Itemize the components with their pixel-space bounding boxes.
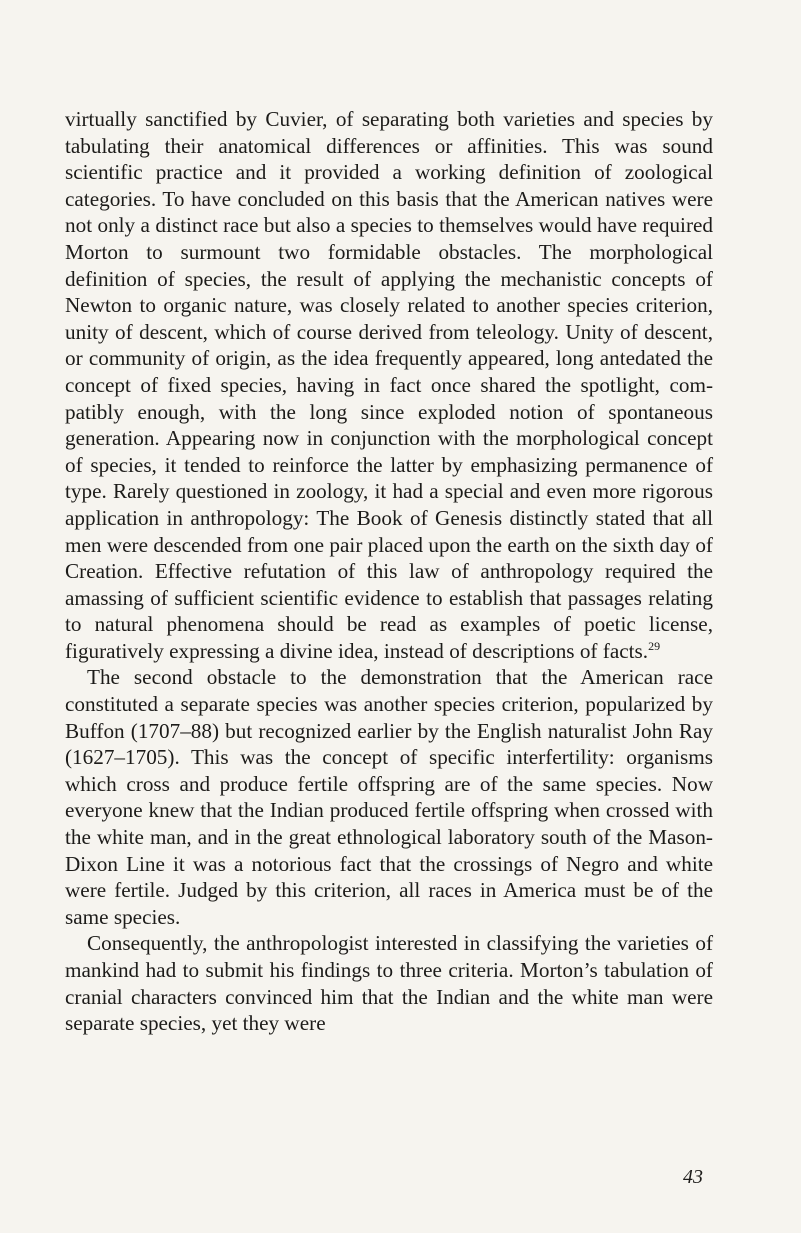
paragraph-2: The second obstacle to the demonstration that the American race constituted a separate species was another species criterion, popularized by Buffon (1707–88) but recognized earlier by the English naturalist John Ray (1627–1705). This was the concept of specific interfertility: organisms which cross and produce fertile offspring are of the same species. Now everyone knew that the Indian produced fertile offspring when crossed with the white man, and in the great ethnological laboratory south of the Mason-Dixon Line it was a notorious fact that the crossings of Negro and white were fertile. Judged by this criterion, all races in America must be of the same species. (65, 665, 713, 929)
paragraph-1 (65, 106, 713, 664)
paragraph-3: Consequently, the anthropologist interested in classifying the varieties of mankind had to submit his findings to three criteria. Morton’s tabulation of cranial characters convinced him that the Indian and the white man were separate species, yet they were (65, 931, 713, 1036)
footnote-ref-29: 29 (648, 638, 661, 653)
page-number: 43 (683, 1166, 703, 1188)
body-text (65, 106, 713, 1037)
paragraph-1-text: virtually sanctified by Cuvier, of separating both varieties and species by tabulating their anatomical differences or affinities. This was sound scientific practice and it provided a working definition of zoological categories. To have concluded on this basis that the American natives were not only a distinct race but also a species to themselves would have required Morton to surmount two formidable obstacles. The morphological definition of species, the result of applying the mechanistic concepts of Newton to organic nature, was closely related to another species criterion, unity of descent, which of course derived from teleology. Unity of descent, or community of origin, as the idea frequently appeared, long antedated the concept of fixed species, having in fact once shared the spotlight, compatibly enough, with the long since exploded notion of spontaneous generation. Appearing now in conjunction with the morphological concept of species, it tended to reinforce the latter by emphasizing permanence of type. Rarely questioned in zoology, it had a special and even more rigorous application in anthropology: The Book of Genesis distinctly stated that all men were descended from one pair placed upon the earth on the sixth day of Creation. Effective refutation of this law of anthropology required the amassing of sufficient scientific evidence to establish that passages relating to natural phenomena should be read as examples of poetic license, figuratively expressing a divine idea, instead of descriptions of facts. (65, 107, 713, 663)
